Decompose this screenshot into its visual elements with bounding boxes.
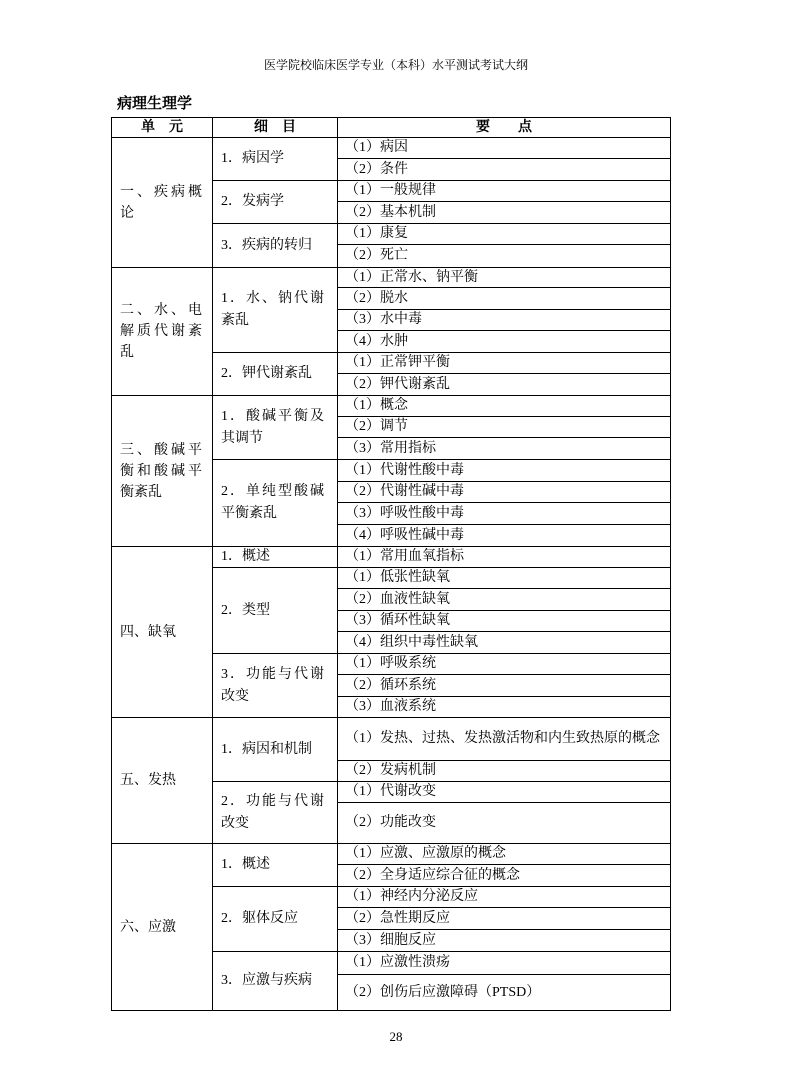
item-cell bbox=[213, 353, 338, 396]
item-name: 1．概述 bbox=[221, 857, 270, 872]
point-text: （1）正常水、钠平衡 bbox=[345, 269, 478, 285]
item-cell bbox=[213, 138, 338, 181]
section-title: 病理生理学 bbox=[117, 96, 193, 112]
unit-name: 二、水、电解质代谢紊乱 bbox=[120, 303, 202, 360]
point-cell bbox=[338, 417, 671, 438]
unit-cell bbox=[112, 396, 213, 547]
unit-name: 一、疾病概论 bbox=[120, 184, 202, 221]
point-cell bbox=[338, 782, 671, 803]
unit-cell bbox=[112, 844, 213, 1011]
point-text: （1）代谢性酸中毒 bbox=[345, 462, 464, 478]
unit-cell bbox=[112, 268, 213, 396]
item-name: 3．疾病的转归 bbox=[221, 237, 312, 253]
item-name: 3．功能与代谢改变 bbox=[221, 666, 324, 704]
point-cell bbox=[338, 202, 671, 224]
item-cell bbox=[213, 181, 338, 224]
point-text: （1）低张性缺氧 bbox=[345, 570, 450, 585]
unit-name: 五、发热 bbox=[120, 773, 176, 788]
unit-cell bbox=[112, 138, 213, 268]
point-text: （1）病因 bbox=[345, 140, 408, 155]
point-text: （2）基本机制 bbox=[345, 204, 436, 220]
point-text: （2）血液性缺氧 bbox=[345, 591, 450, 607]
point-cell bbox=[338, 503, 671, 525]
point-cell bbox=[338, 952, 671, 975]
point-cell bbox=[338, 138, 671, 159]
item-name: 1．病因学 bbox=[221, 151, 284, 166]
item-name: 1．酸碱平衡及其调节 bbox=[221, 408, 324, 446]
point-cell bbox=[338, 654, 671, 675]
point-cell bbox=[338, 159, 671, 181]
point-cell bbox=[338, 611, 671, 632]
point-cell bbox=[338, 396, 671, 417]
point-text: （1）概念 bbox=[345, 398, 408, 413]
point-cell bbox=[338, 761, 671, 782]
point-text: （2）发病机制 bbox=[345, 763, 436, 778]
unit-cell bbox=[112, 547, 213, 718]
unit-cell bbox=[112, 718, 213, 844]
point-text: （2）全身适应综合征的概念 bbox=[345, 867, 520, 883]
page-header: 医学院校临床医学专业（本科）水平测试考试大纲 bbox=[263, 58, 528, 72]
item-name: 3．应激与疾病 bbox=[221, 973, 312, 988]
point-cell bbox=[338, 632, 671, 654]
point-text: （2）代谢性碱中毒 bbox=[345, 484, 464, 499]
point-text: （2）调节 bbox=[345, 419, 408, 434]
item-cell bbox=[213, 224, 338, 268]
unit-name: 四、缺氧 bbox=[120, 624, 176, 640]
item-cell bbox=[213, 782, 338, 844]
point-text: （2）功能改变 bbox=[345, 815, 436, 830]
item-name: 2．单纯型酸碱平衡紊乱 bbox=[221, 484, 324, 521]
point-cell bbox=[338, 460, 671, 482]
point-text: （4）组织中毒性缺氧 bbox=[345, 634, 478, 650]
point-cell bbox=[338, 353, 671, 374]
point-text: （3）血液系统 bbox=[345, 699, 436, 714]
item-name: 1．水、钠代谢紊乱 bbox=[221, 291, 324, 328]
point-cell bbox=[338, 975, 671, 1011]
point-text: （2）死亡 bbox=[345, 248, 408, 263]
item-cell bbox=[213, 654, 338, 718]
point-text: （1）神经内分泌反应 bbox=[345, 889, 478, 904]
point-text: （3）呼吸性酸中毒 bbox=[345, 505, 464, 521]
point-text: （2）条件 bbox=[345, 161, 408, 177]
point-cell bbox=[338, 482, 671, 503]
point-text: （2）创伤后应激障碍（PTSD） bbox=[345, 984, 541, 1000]
point-cell bbox=[338, 331, 671, 353]
point-cell bbox=[338, 288, 671, 310]
point-text: （4）水肿 bbox=[345, 333, 408, 349]
item-name: 2．类型 bbox=[221, 602, 270, 618]
point-text: （2）急性期反应 bbox=[345, 910, 450, 926]
point-text: （4）呼吸性碱中毒 bbox=[345, 527, 464, 543]
item-cell bbox=[213, 268, 338, 353]
unit-name: 六、应激 bbox=[120, 919, 176, 935]
page-number: 28 bbox=[389, 1029, 403, 1044]
point-text: （3）细胞反应 bbox=[345, 932, 436, 948]
point-cell bbox=[338, 675, 671, 697]
point-text: （1）应激性溃疡 bbox=[345, 955, 450, 970]
item-name: 2．钾代谢紊乱 bbox=[221, 366, 312, 381]
column-header-unit: 单 元 bbox=[112, 118, 213, 138]
point-text: （2）脱水 bbox=[345, 290, 408, 306]
point-cell bbox=[338, 374, 671, 396]
point-text: （2）钾代谢紊乱 bbox=[345, 376, 450, 392]
point-cell bbox=[338, 268, 671, 288]
point-cell bbox=[338, 887, 671, 908]
item-cell bbox=[213, 460, 338, 547]
point-text: （1）常用血氧指标 bbox=[345, 549, 464, 564]
point-text: （1）一般规律 bbox=[345, 183, 436, 198]
point-text: （1）正常钾平衡 bbox=[345, 355, 450, 370]
point-cell bbox=[338, 224, 671, 245]
item-cell bbox=[213, 568, 338, 654]
point-cell bbox=[338, 568, 671, 589]
point-cell bbox=[338, 589, 671, 611]
column-header-item: 细 目 bbox=[213, 118, 338, 138]
column-header-points: 要 点 bbox=[338, 118, 671, 138]
point-cell bbox=[338, 245, 671, 268]
point-cell bbox=[338, 438, 671, 460]
item-cell bbox=[213, 844, 338, 887]
point-text: （1）应激、应激原的概念 bbox=[345, 846, 506, 861]
point-text: （1）康复 bbox=[345, 226, 408, 241]
item-name: 1．概述 bbox=[221, 549, 270, 564]
point-cell bbox=[338, 908, 671, 930]
point-cell bbox=[338, 865, 671, 887]
point-cell bbox=[338, 844, 671, 865]
point-text: （1）呼吸系统 bbox=[345, 656, 436, 671]
item-cell bbox=[213, 718, 338, 782]
syllabus-table bbox=[111, 117, 671, 1011]
item-cell bbox=[213, 887, 338, 952]
item-cell bbox=[213, 396, 338, 460]
point-cell bbox=[338, 803, 671, 844]
point-cell bbox=[338, 181, 671, 202]
unit-name: 三、酸碱平衡和酸碱平衡紊乱 bbox=[120, 442, 202, 500]
point-cell bbox=[338, 310, 671, 331]
point-cell bbox=[338, 547, 671, 568]
item-cell bbox=[213, 952, 338, 1011]
point-text: （1）发热、过热、发热激活物和内生致热原的概念 bbox=[345, 731, 660, 746]
item-name: 2．功能与代谢改变 bbox=[221, 793, 324, 831]
point-text: （3）常用指标 bbox=[345, 440, 436, 456]
item-name: 2．发病学 bbox=[221, 194, 284, 209]
item-name: 2．躯体反应 bbox=[221, 911, 298, 926]
item-name: 1．病因和机制 bbox=[221, 741, 312, 757]
point-cell bbox=[338, 697, 671, 718]
point-cell bbox=[338, 718, 671, 761]
item-cell bbox=[213, 547, 338, 568]
point-text: （3）循环性缺氧 bbox=[345, 613, 450, 628]
point-text: （2）循环系统 bbox=[345, 677, 436, 693]
point-text: （1）代谢改变 bbox=[345, 784, 436, 799]
point-cell bbox=[338, 930, 671, 952]
point-cell bbox=[338, 525, 671, 547]
point-text: （3）水中毒 bbox=[345, 312, 422, 327]
